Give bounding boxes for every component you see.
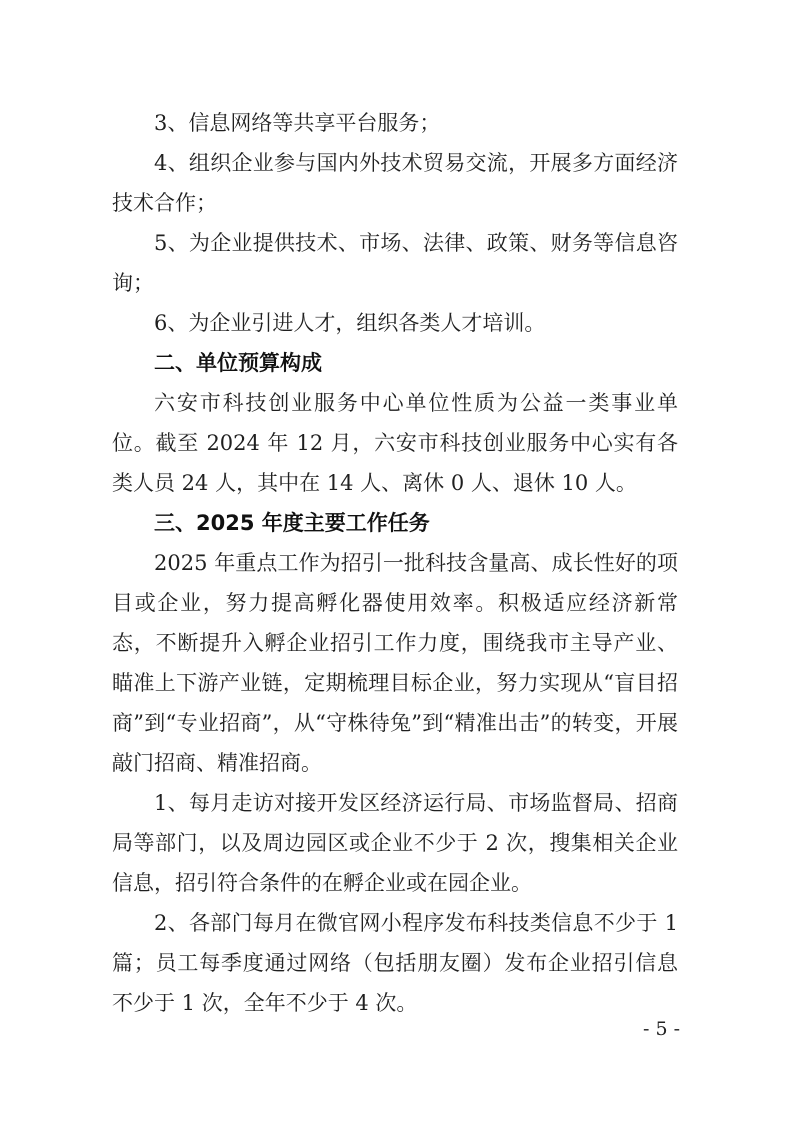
paragraph: 1、每月走访对接开发区经济运行局、市场监督局、招商局等部门，以及周边园区或企业不少于 2 次，搜集相关企业信息，招引符合条件的在孵企业或在园企业。 <box>112 791 678 895</box>
paragraph: 3、信息网络等共享平台服务； <box>154 111 441 135</box>
paragraph: 六安市科技创业服务中心单位性质为公益一类事业单位。截至 2024 年 12 月，六安市科技创业服务中心实有各类人员 24 人，其中在 14 人、离休 0 人、退休 10 人。 <box>112 391 678 495</box>
document-body <box>112 103 678 1023</box>
paragraph: 2、各部门每月在微官网小程序发布科技类信息不少于 1 篇；员工每季度通过网络（包括朋友圈）发布企业招引信息不少于 1 次，全年不少于 4 次。 <box>112 911 678 1015</box>
paragraph: 6、为企业引进人才，组织各类人才培训。 <box>154 311 546 335</box>
section-heading: 二、单位预算构成 <box>154 351 322 375</box>
paragraph: 5、为企业提供技术、市场、法律、政策、财务等信息咨询； <box>112 231 678 295</box>
section-heading: 三、2025 年度主要工作任务 <box>154 511 430 535</box>
paragraph: 2025 年重点工作为招引一批科技含量高、成长性好的项目或企业，努力提高孵化器使用效率。积极适应经济新常态，不断提升入孵企业招引工作力度，围绕我市主导产业、瞄准上下游产业链，定期梳理目标企业，努力实现从“盲目招商”到“专业招商”，从“守株待兔”到“精准出击”的转变，开展敲门招商、精准招商。 <box>112 551 678 775</box>
paragraph: 4、组织企业参与国内外技术贸易交流，开展多方面经济技术合作； <box>112 151 678 215</box>
page-number: - 5 - <box>642 1018 680 1040</box>
